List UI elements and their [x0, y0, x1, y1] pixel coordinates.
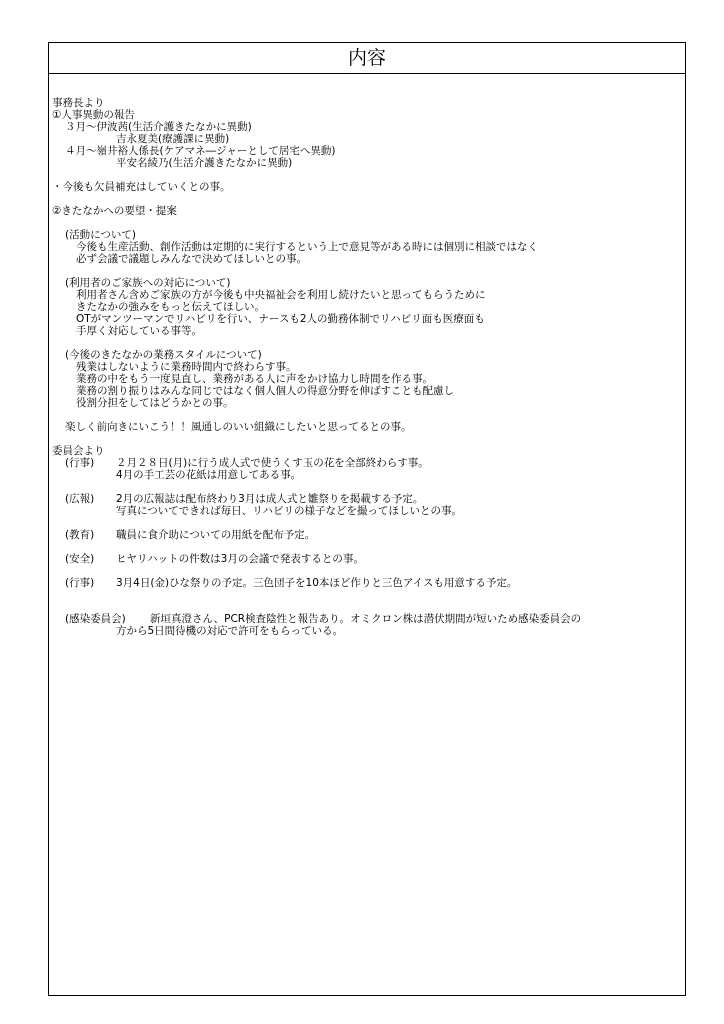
- committee-text: 方から5日間待機の対応で許可をもらっている。: [116, 625, 344, 637]
- note-line: ・今後も欠員補充はしていくとの事。: [52, 181, 231, 193]
- personnel-line: 平安名綾乃(生活介護きたなかに異動): [116, 157, 293, 169]
- subsection-title-personnel: ①人事異動の報告: [52, 109, 135, 121]
- topic-label-work-style: (今後のきたなかの業務スタイルについて): [65, 349, 262, 361]
- body-line: OTがマンツーマンでリハビリを行い、ナースも2人の勤務体制でリハビリ面も医療面も: [76, 313, 485, 325]
- body-line: 役割分担をしてはどうかとの事。: [76, 397, 234, 409]
- body-line: 利用者さん含めご家族の方が今後も中央福祉会を利用し続けたいと思ってもらうために: [76, 289, 486, 301]
- committee-text: 3月4日(金)ひな祭りの予定。三色団子を10本ほど作りと三色アイスも用意する予定。: [116, 577, 518, 589]
- subsection-title-requests: ②きたなかへの要望・提案: [52, 205, 177, 217]
- section-heading-jimu: 事務長より: [52, 97, 105, 109]
- committee-text: 職員に食介助についての用紙を配布予定。: [116, 529, 316, 541]
- topic-label-family: (利用者のご家族への対応について): [65, 277, 231, 289]
- body-line: 残業はしないように業務時間内で終わらす事。: [76, 361, 297, 373]
- body-line: 手厚く対応している事等。: [76, 325, 202, 337]
- personnel-line: 吉永夏美(療護課に異動): [116, 133, 230, 145]
- body-line: 必ず会議で議題しみんなで決めてほしいとの事。: [76, 253, 307, 265]
- committee-label-infection: (感染委員会): [65, 613, 126, 625]
- committee-text: 写真についてできれば毎日、リハビリの様子などを撮ってほしいとの事。: [116, 505, 462, 517]
- committee-text: ヒヤリハットの件数は3月の会議で発表するとの事。: [116, 553, 364, 565]
- personnel-line: ４月～嶺井裕人係長(ケアマネ―ジャーとして居宅へ異動): [65, 145, 336, 157]
- body-line: 今後も生産活動、創作活動は定期的に実行するという上で意見等がある時には個別に相談ではなく: [76, 241, 538, 253]
- committee-text: 2月の広報誌は配布終わり3月は成人式と雛祭りを掲載する予定。: [116, 493, 424, 505]
- page-title: 内容: [49, 43, 685, 74]
- committee-label-events: (行事): [65, 577, 95, 589]
- committee-text: 4月の手工芸の花紙は用意してある事。: [116, 469, 302, 481]
- body-line: 業務の割り振りはみんな同じではなく個人個人の得意分野を伸ばすことも配慮し: [76, 385, 454, 397]
- committee-label-pr: (広報): [65, 493, 95, 505]
- committee-label-events: (行事): [65, 457, 95, 469]
- topic-label-activity: (活動について): [65, 229, 136, 241]
- closing-line: 楽しく前向きにいこう！！風通しのいい組織にしたいと思ってるとの事。: [65, 421, 412, 433]
- section-heading-committee: 委員会より: [52, 445, 105, 457]
- body-line: 業務の中をもう一度見直し、業務がある人に声をかけ協力し時間を作る事。: [76, 373, 433, 385]
- committee-label-education: (教育): [65, 529, 95, 541]
- committee-text: ２月２８日(月)に行う成人式で使うくす玉の花を全部終わらす事。: [116, 457, 429, 469]
- committee-label-safety: (安全): [65, 553, 95, 565]
- committee-text: 新垣真澄さん、PCR検査陰性と報告あり。オミクロン株は潜伏期間が短いため感染委員会の: [150, 613, 582, 625]
- body-line: きたなかの強みをもっと伝えてほしい。: [76, 301, 265, 313]
- personnel-line: ３月～伊波茜(生活介護きたなかに異動): [65, 121, 252, 133]
